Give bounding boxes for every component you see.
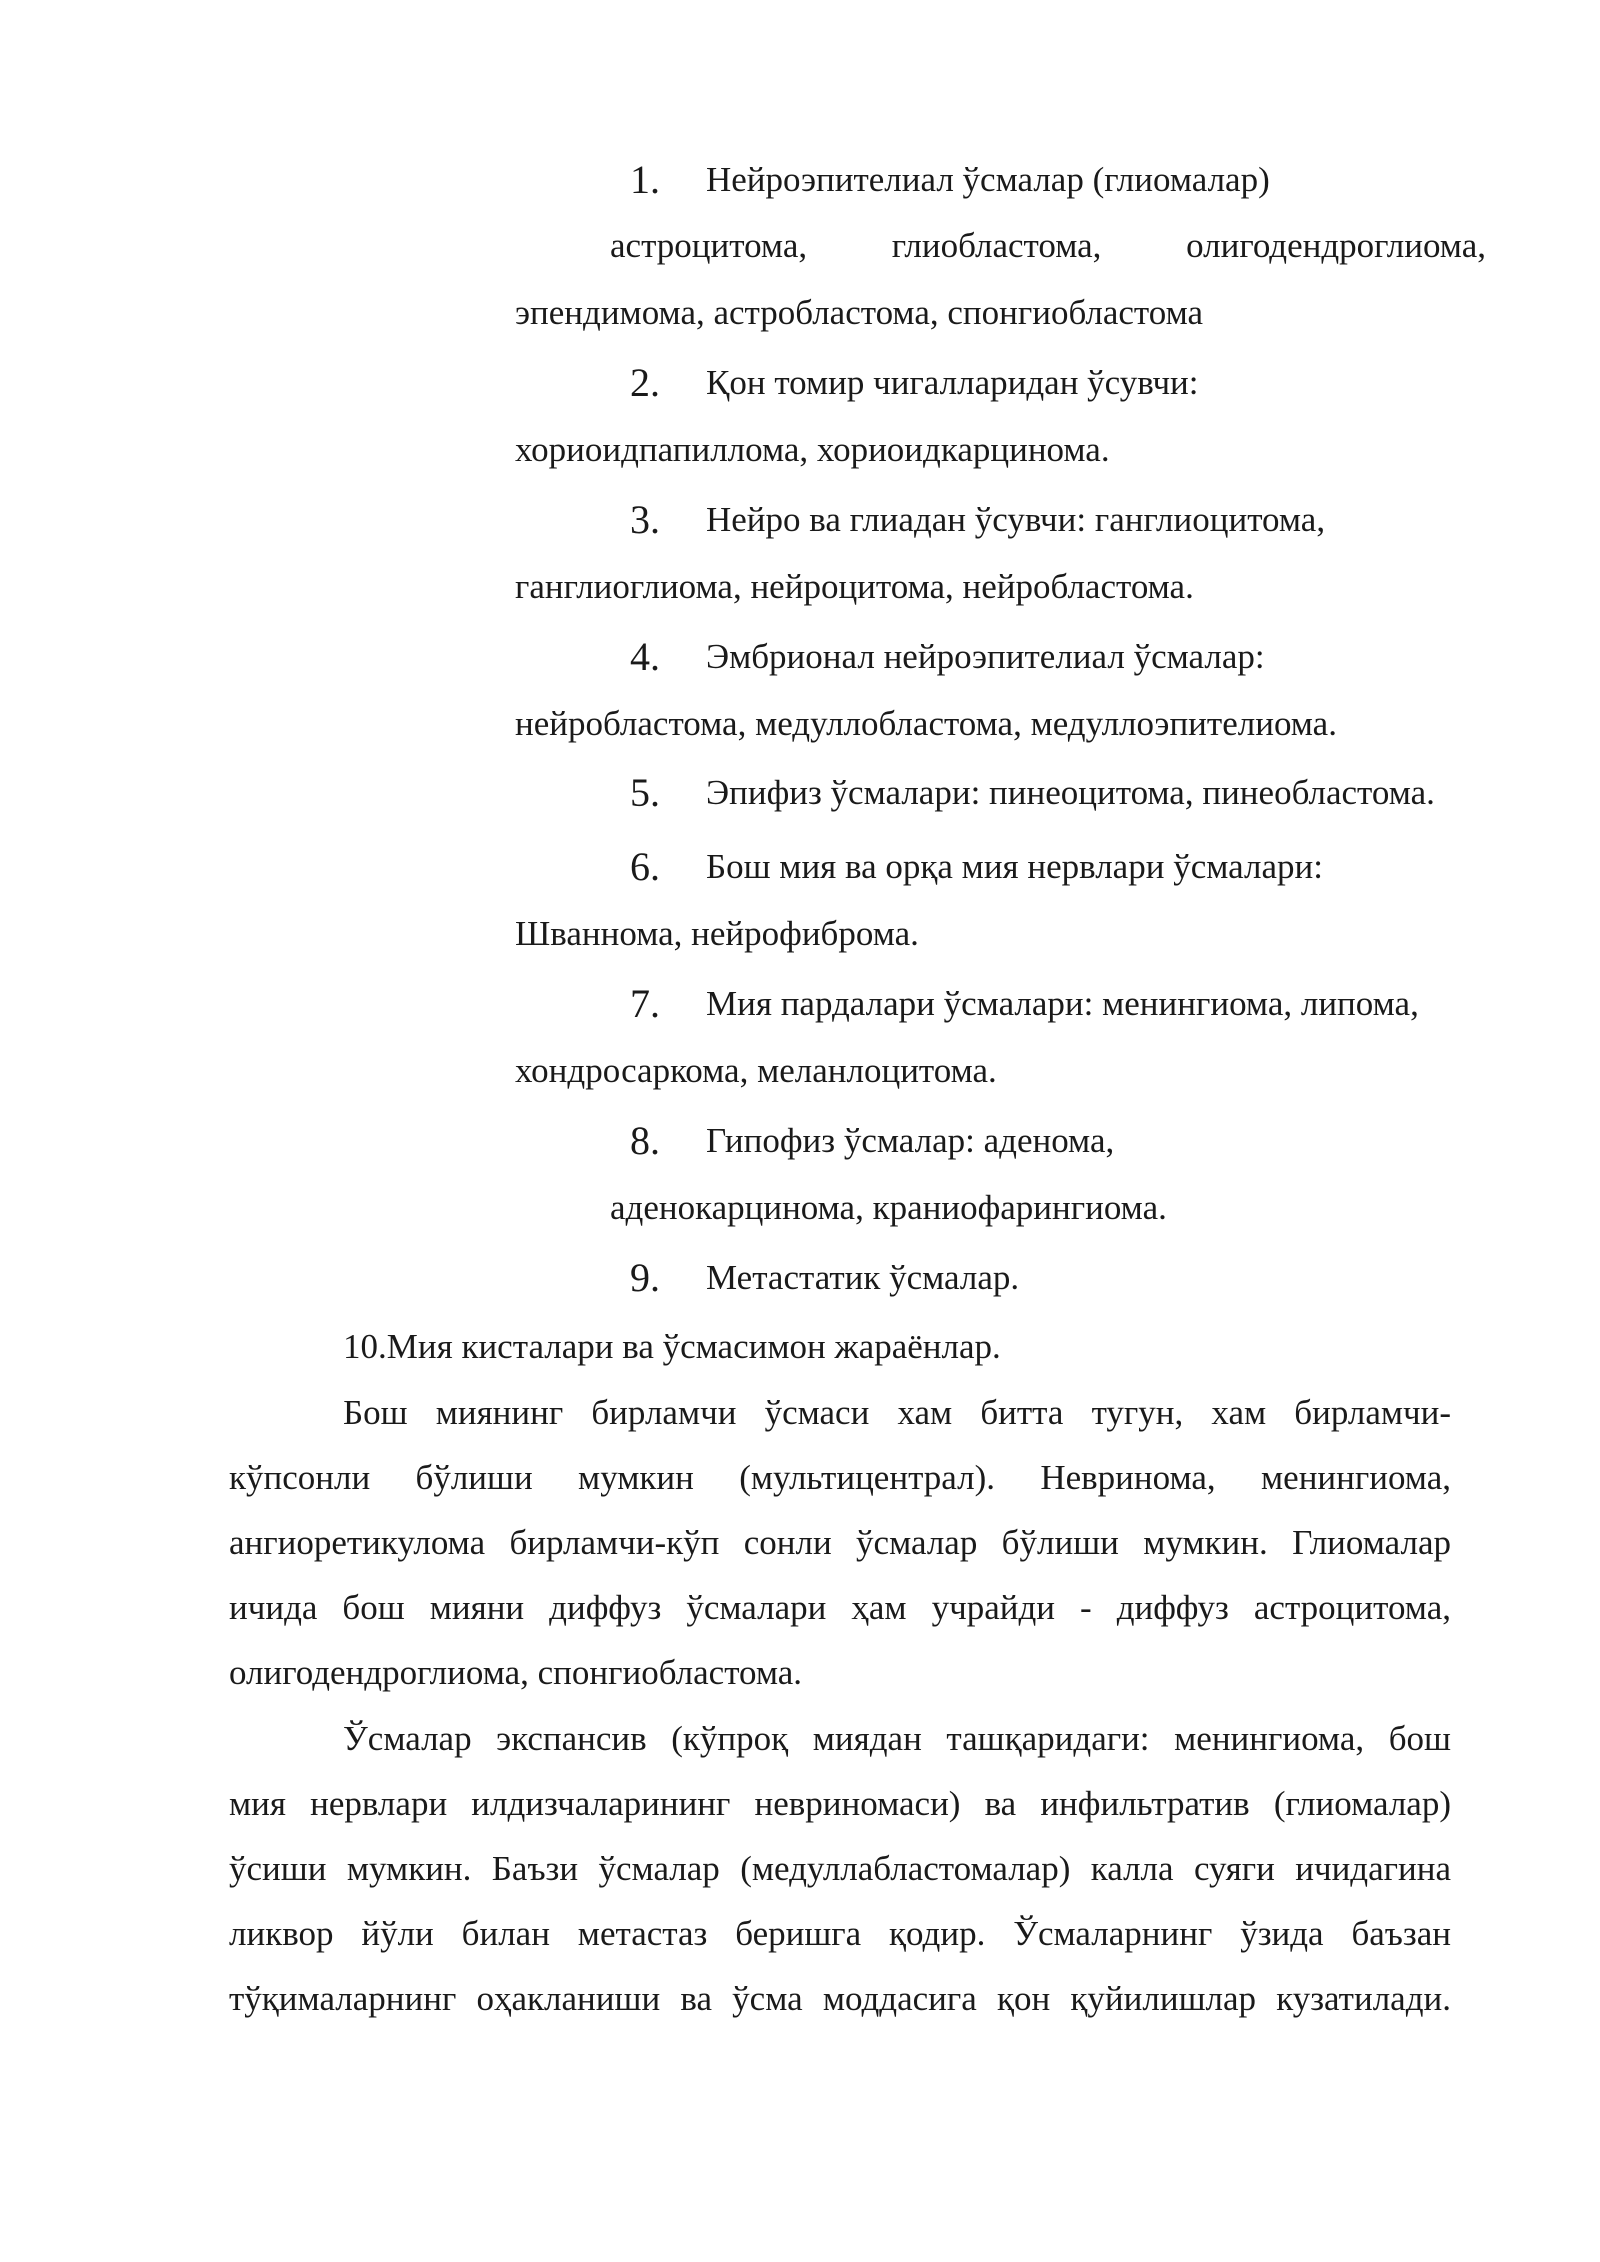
list-number: 7. — [630, 981, 660, 1026]
list-item-continuation: ганглиоглиома, нейроцитома, нейробластома. — [515, 567, 1194, 606]
paragraph-line: Бош миянинг бирламчи ўсмаси хам битта тугун, хам бирламчи- — [343, 1393, 1451, 1432]
list-number: 3. — [630, 497, 660, 542]
list-item-text: Метастатик ўсмалар. — [706, 1258, 1020, 1297]
list-item-continuation: аденокарцинома, краниофарингиома. — [610, 1188, 1167, 1227]
list-item-text: Мия пардалари ўсмалари: менингиома, липома, — [706, 984, 1419, 1023]
list-item-text: Эпифиз ўсмалари: пинеоцитома, пинеобластома. — [706, 773, 1435, 812]
list-item-text: Қон томир чигалларидан ўсувчи: — [706, 363, 1199, 402]
paragraph-line: кўпсонли бўлиши мумкин (мультицентрал). Невринома, менингиома, — [229, 1458, 1451, 1497]
list-number: 2. — [630, 360, 660, 405]
list-item-text: Нейроэпителиал ўсмалар (глиомалар) — [706, 160, 1270, 199]
paragraph-line: мия нервлари илдизчаларининг невриномаси) ва инфильтратив (глиомалар) — [229, 1784, 1451, 1823]
paragraph-line: Ўсмалар экспансив (кўпроқ миядан ташқаридаги: менингиома, бош — [343, 1719, 1451, 1758]
paragraph-line: ичида бош мияни диффуз ўсмалари ҳам учрайди - диффуз астроцитома, — [229, 1588, 1451, 1627]
list-item-text: Гипофиз ўсмалар: аденома, — [706, 1121, 1115, 1160]
list-number: 9. — [630, 1255, 660, 1300]
paragraph-line: ликвор йўли билан метастаз беришга қодир. Ўсмаларнинг ўзида баъзан — [229, 1914, 1451, 1953]
list-item-text: Эмбрионал нейроэпителиал ўсмалар: — [706, 637, 1265, 676]
list-item-continuation: Шваннома, нейрофиброма. — [515, 914, 919, 953]
paragraph-line: тўқималарнинг оҳакланиши ва ўсма моддасига қон қуйилишлар кузатилади. — [229, 1979, 1451, 2018]
list-number: 6. — [630, 844, 660, 889]
list-item-10: 10.Мия кисталари ва ўсмасимон жараёнлар. — [343, 1327, 1001, 1366]
list-number: 5. — [630, 770, 660, 815]
list-number: 4. — [630, 634, 660, 679]
paragraph-line: ангиоретикулома бирламчи-кўп сонли ўсмалар бўлиши мумкин. Глиомалар — [229, 1523, 1451, 1562]
list-item-continuation: нейробластома, медуллобластома, медуллоэпителиома. — [515, 704, 1337, 743]
list-item-continuation-text: астроцитома, глиобластома, олигодендроглиома, — [610, 226, 1486, 265]
list-item-text: Нейро ва глиадан ўсувчи: ганглиоцитома, — [706, 500, 1326, 539]
list-item-continuation: хондросаркома, меланлоцитома. — [515, 1051, 997, 1090]
list-number: 8. — [630, 1118, 660, 1163]
list-item-continuation — [610, 223, 1486, 268]
list-number: 1. — [630, 157, 660, 202]
list-item-text: Бош мия ва орқа мия нервлари ўсмалари: — [706, 847, 1323, 886]
paragraph-line: олигодендроглиома, спонгиобластома. — [229, 1653, 803, 1692]
list-item-continuation: эпендимома, астробластома, спонгиобластома — [515, 293, 1204, 332]
paragraph-line: ўсиши мумкин. Баъзи ўсмалар (медуллабластомалар) калла суяги ичидагина — [229, 1849, 1451, 1888]
list-item-continuation: хориоидпапиллома, хориоидкарцинома. — [515, 430, 1110, 469]
